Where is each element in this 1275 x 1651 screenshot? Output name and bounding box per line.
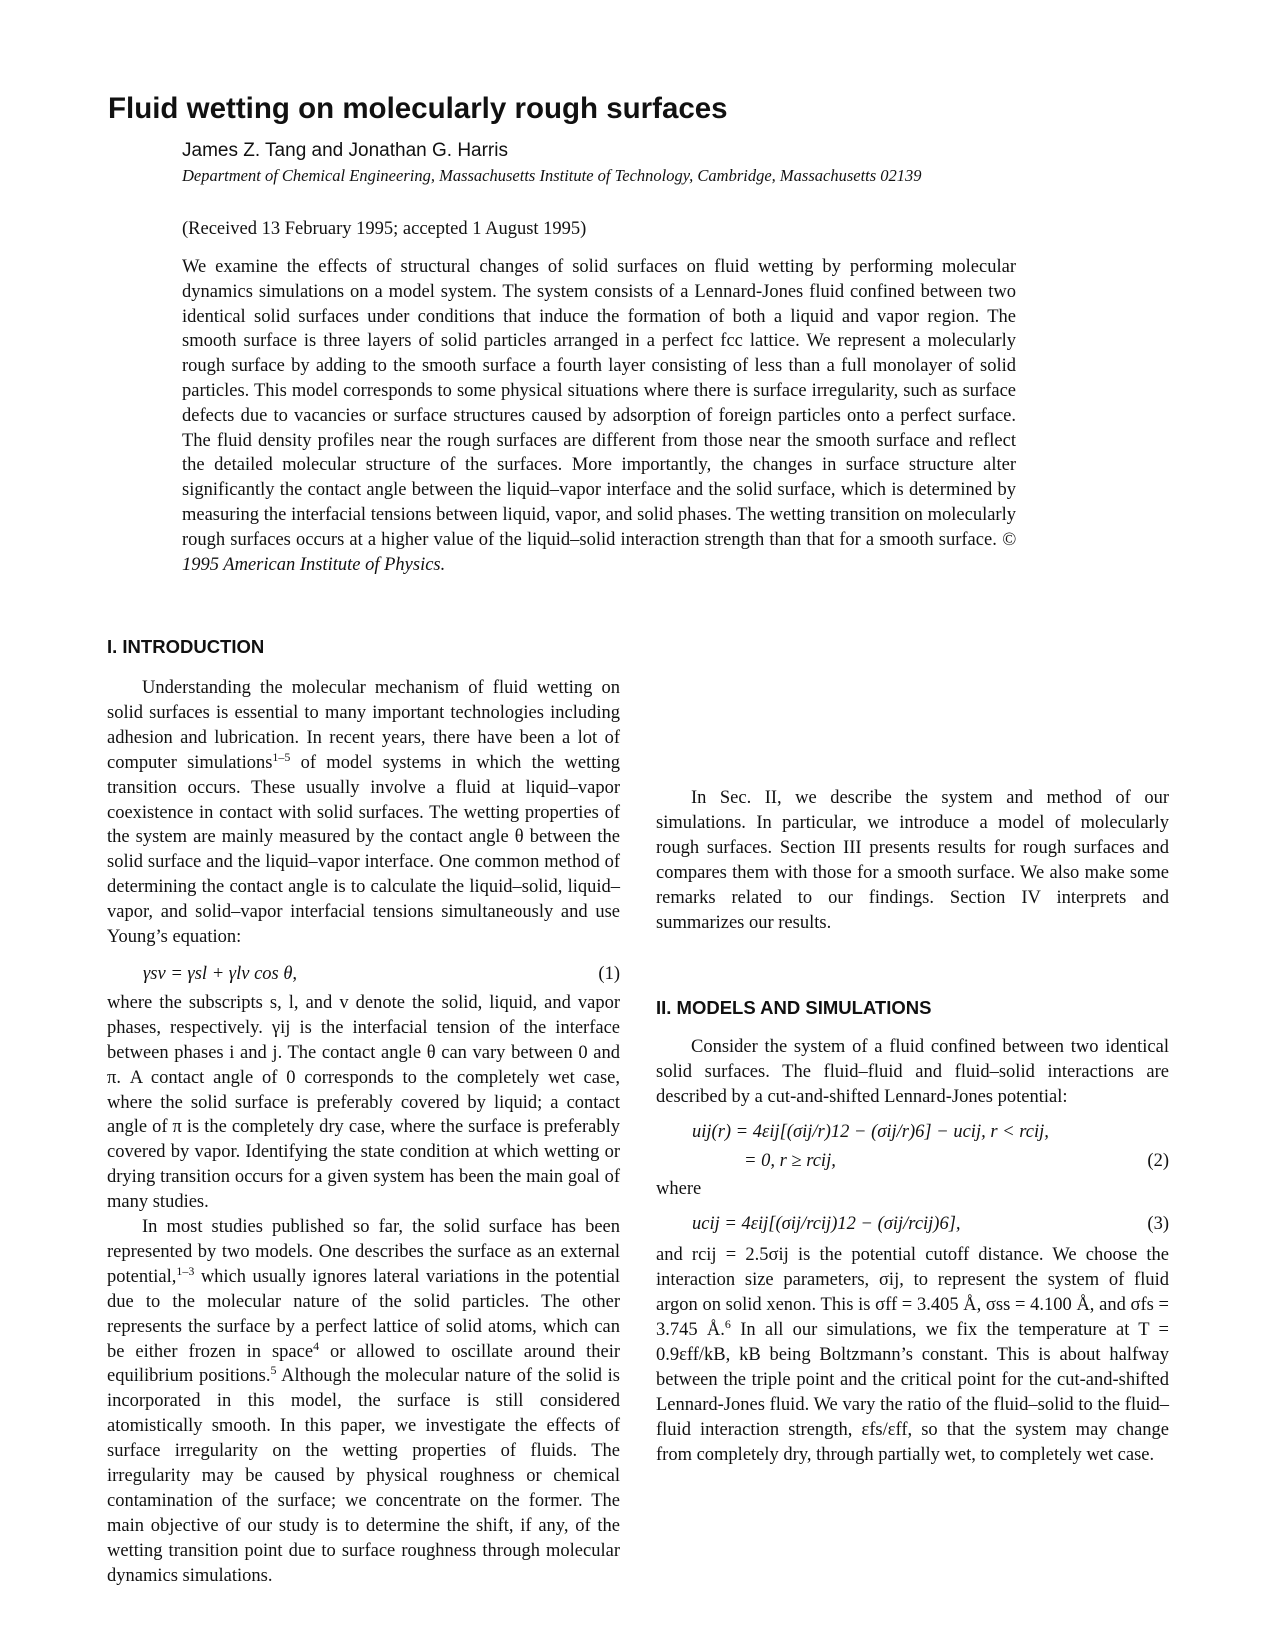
received-dates: (Received 13 February 1995; accepted 1 August 1995)	[182, 219, 587, 239]
intro-paragraph-1	[107, 676, 620, 950]
author-list: James Z. Tang and Jonathan G. Harris	[182, 140, 508, 161]
equation-2-number: (2)	[1147, 1150, 1169, 1171]
intro-paragraph-4: In Sec. II, we describe the system and method of our simulations. In particular, we introduce a model of molecularly rough surfaces. Section III presents results for rough surfaces and compares them with those for a smooth surface. We also make some remarks related to our findings. Section IV interprets and summarizes our results.	[656, 788, 1169, 933]
intro-paragraph-1-text-a: Understanding the molecular mechanism of fluid wetting on solid surfaces is essential to many important technologies including adhesion and lubrication. In recent years, there have been a lot of computer simulations	[107, 678, 620, 773]
citation-5: 5	[270, 1363, 277, 1378]
right-column	[656, 788, 1169, 1467]
intro-paragraph-2: where the subscripts s, l, and v denote the solid, liquid, and vapor phases, respectively. γij is the interfacial tension of the interface between phases i and j. The contact angle θ can vary between 0 and π. A contact angle of 0 corresponds to the completely wet case, where the solid surface is preferably covered by liquid; a contact angle of π is the completely dry case, where the surface is preferably covered by vapor. Identifying the state condition at which wetting or drying transition occurs for a given system has been the main goal of many studies.	[107, 992, 620, 1213]
intro-paragraph-3-text-d: Although the molecular nature of the solid is incorporated in this model, the surface is still considered atomistically smooth. In this paper, we investigate the effects of surface irregularity on the wetting properties of fluids. The irregularity may be caused by physical roughness or chemical contamination of the surface; we concentrate on the former. The main objective of our study is to determine the shift, if any, of the wetting transition point due to surface roughness through molecular dynamics simulations.	[107, 1366, 620, 1586]
models-paragraph-2-text-b: In all our simulations, we fix the temperature at T = 0.9εff/kB, kB being Boltzmann’s constant. This is about halfway between the triple point and the critical point for the cut-and-shifted Lennard-Jones fluid. We vary the ratio of the fluid–solid to the fluid–fluid interaction strength, εfs/εff, so that the system may change from completely dry, through partially wet, to completely wet case.	[656, 1319, 1169, 1465]
intro-paragraph-3-text-c: or allowed to oscillate around their equilibrium positions.	[107, 1341, 620, 1387]
equation-2-line-2-body: = 0, r ≥ rcij,	[744, 1150, 836, 1171]
models-paragraph-2	[656, 1243, 1169, 1467]
intro-paragraph-1-text-b: of model systems in which the wetting transition occurs. These usually involve a fluid at liquid–vapor coexistence in contact with solid surfaces. The wetting properties of the system are mainly measured by the contact angle θ between the solid surface and the liquid–vapor interface. One common method of determining the contact angle is to calculate the liquid–solid, liquid–vapor, and solid–vapor interfacial tensions simultaneously and use Young’s equation:	[107, 752, 620, 948]
left-column	[107, 636, 620, 1589]
equation-1-number: (1)	[598, 963, 620, 984]
equation-1	[107, 962, 620, 987]
equation-1-body: γsv = γsl + γlv cos θ,	[143, 963, 298, 984]
abstract	[182, 255, 1016, 577]
equation-3-body: ucij = 4εij[(σij/rcij)12 − (σij/rcij)6],	[692, 1214, 961, 1235]
intro-paragraph-3-text-b: which usually ignores lateral variations in the potential due to the molecular nature of the solid particles. The other represents the surface by a perfect lattice of solid atoms, which can be either frozen in space	[107, 1266, 620, 1362]
models-paragraph-2-text-a: and rcij = 2.5σij is the potential cutoff distance. We choose the interaction size parameters, σij, to represent the system of fluid argon on solid xenon. This is σff = 3.405 Å, σss = 4.100 Å, and σfs = 3.745 Å.	[656, 1245, 1169, 1340]
equation-2-line-1	[656, 1120, 1169, 1145]
author-affiliation: Department of Chemical Engineering, Massachusetts Institute of Technology, Cambridge, Massachusetts 02139	[182, 166, 922, 185]
equation-2-line-1-body: uij(r) = 4εij[(σij/r)12 − (σij/r)6] − ucij, r < rcij,	[692, 1121, 1049, 1142]
intro-paragraph-3	[107, 1215, 620, 1589]
section-heading-models: II. MODELS AND SIMULATIONS	[656, 997, 932, 1018]
equation-2-line-2	[656, 1149, 1169, 1174]
section-heading-introduction: I. INTRODUCTION	[107, 636, 265, 657]
where-text: where	[656, 1179, 702, 1200]
abstract-text: We examine the effects of structural changes of solid surfaces on fluid wetting by performing molecular dynamics simulations on a model system. The system consists of a Lennard-Jones fluid confined between two identical solid surfaces under conditions that induce the formation of both a liquid and vapor region. The smooth surface is three layers of solid particles arranged in a perfect fcc lattice. We represent a molecularly rough surface by adding to the smooth surface a fourth layer consisting of less than a full monolayer of solid particles. This model corresponds to some physical situations where there is surface irregularity, such as surface defects due to vacancies or surface structures caused by adsorption of foreign particles onto a perfect surface. The fluid density profiles near the rough surfaces are different from those near the smooth surface and reflect the detailed molecular structure of the surfaces. More importantly, the changes in surface structure alter significantly the contact angle between the liquid–vapor interface and the solid surface, which is determined by measuring the interfacial tensions between liquid, vapor, and solid phases. The wetting transition on molecularly rough surfaces occurs at a higher value of the liquid–solid interaction strength than that for a smooth surface.	[182, 257, 1016, 550]
citation-1-5: 1–5	[272, 749, 291, 764]
equation-3	[656, 1212, 1169, 1237]
intro-paragraph-3-text-a: In most studies published so far, the solid surface has been represented by two models. One describes the surface as an external potential,	[107, 1217, 620, 1287]
citation-6: 6	[724, 1316, 731, 1331]
equation-3-number: (3)	[1147, 1214, 1169, 1235]
citation-4: 4	[313, 1338, 320, 1353]
models-paragraph-1: Consider the system of a fluid confined between two identical solid surfaces. The fluid–fluid and fluid–solid interactions are described by a cut-and-shifted Lennard-Jones potential:	[656, 1036, 1169, 1107]
copyright-text: © 1995 American Institute of Physics.	[182, 529, 1017, 575]
paper-title: Fluid wetting on molecularly rough surfaces	[108, 92, 728, 125]
citation-1-3: 1–3	[176, 1263, 195, 1278]
